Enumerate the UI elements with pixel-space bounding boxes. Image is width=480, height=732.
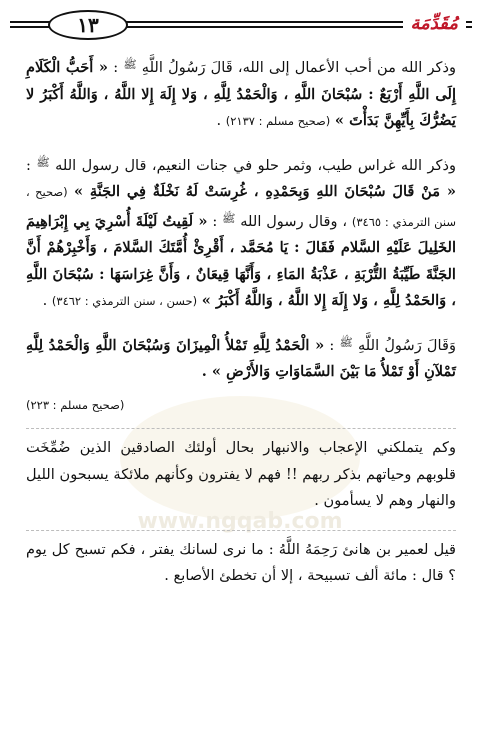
paragraph-2-mid: ، وقال رسول الله (240, 212, 348, 230)
watermark-url: www.ngqab.com (137, 509, 343, 534)
salawat-symbol: ﷺ (222, 211, 236, 225)
paragraph-2-lead-end: : (26, 156, 31, 174)
page-body (26, 52, 456, 605)
hadith-citation-4: (صحيح مسلم : ٢٢٣) (26, 397, 125, 412)
page-header (10, 4, 472, 44)
paragraph-3 (26, 330, 456, 386)
hadith-citation-1: (صحيح مسلم : ٢١٣٧) (225, 114, 331, 128)
paragraph-1-lead: وذكر الله من أحب الأعمال إلى الله، قَالَ رَسُولُ اللَّهِ (141, 59, 457, 76)
paragraph-3-lead-end: : (329, 336, 335, 354)
hadith-quote-4: « الْحَمْدُ لِلَّهِ تَمْلأُ الْمِيزَانَ وَسُبْحَانَ اللَّهِ وَالْحَمْدُ لِلَّهِ تَمْلآنِ أَوْ تَمْلأُ مَا بَيْنَ السَّمَاوَاتِ وَالأَرْضِ » . (26, 336, 456, 380)
page-number-badge: ١٣ (48, 10, 128, 40)
paragraph-2-lead: وذكر الله غراس طيب، وثمر حلو في جنات النعيم، قال رسول الله (55, 156, 457, 174)
paragraph-1 (26, 52, 456, 135)
hadith-quote-3: « لَقِيتُ لَيْلَةَ أُسْرِيَ بِي إِبْرَاهِيمَ الخَلِيلَ عَلَيْهِ السَّلام فَقَالَ : يَا مُحَمَّد ، أَقْرِئْ أُمَّتَكَ السَّلامَ ، وَأَخْبِرْهُمْ أَنَّ الجَنَّةَ طَيِّبَةُ التُّرْبَةِ ، عَذْبَةُ المَاءِ ، وَأَنَّهَا قِيعَانٌ ، وَأَنَّ غِرَاسَهَا : سُبْحَانَ اللَّهِ ، وَالحَمْدُ لِلَّهِ ، وَلا إِلَهَ إِلا اللَّهُ ، وَاللَّهُ أَكْبَرُ » (26, 212, 456, 309)
hadith-citation-3: (حسن ، سنن الترمذي : ٣٤٦٢) (51, 294, 198, 308)
paragraph-4: وكم يتملكني الإعجاب والانبهار بحال أولئك الصادقين الذين ضُمِّخَت قلوبهم وحياتهم بذكر ربهم !! فهم لا يفترون وكأنهم ملائكة يسبحون الليل والنهار وهم لا يسأمون . (26, 428, 456, 515)
paragraph-5: قيل لعمير بن هانئ رَحِمَهُ اللَّهُ : ما نرى لسانك يفتر ، فكم تسبح كل يوم ؟ قال : مائة ألف تسبيحة ، إلا أن تخطئ الأصابع . (26, 530, 456, 590)
chapter-title: مُقَدِّمَة (403, 10, 467, 38)
paragraph-3-lead: وَقَالَ رَسُولُ اللَّهِ (357, 336, 456, 354)
hadith-quote-1: « أَحَبُّ الْكَلَامِ إِلَى اللَّهِ أَرْبَعٌ : سُبْحَانَ اللَّهِ ، وَالْحَمْدُ لِلَّهِ ، وَلا إِلَهَ إِلا اللَّهُ ، وَاللَّهُ أَكْبَرُ لا يَضُرُّكَ بِأَيِّهِنَّ بَدَأْتَ » (26, 59, 456, 129)
salawat-symbol: ﷺ (339, 335, 353, 349)
salawat-symbol: ﷺ (36, 155, 50, 169)
paragraph-2-trail: . (42, 292, 48, 309)
salawat-symbol: ﷺ (123, 58, 137, 71)
hadith-quote-2: « مَنْ قَالَ سُبْحَانَ اللهِ وَبِحَمْدِهِ ، غُرِسَتْ لَهُ نَخْلَةٌ فِي الجَنَّةِ » (74, 183, 457, 200)
hadith-citation-2: (صحيح ، سنن الترمذي : ٣٤٦٥) (26, 185, 457, 229)
paragraph-1-trail: . (216, 112, 222, 129)
paragraph-1-lead-end: : (113, 59, 119, 76)
paragraph-2-mid-end: : (212, 212, 218, 230)
paragraph-2 (26, 150, 456, 315)
